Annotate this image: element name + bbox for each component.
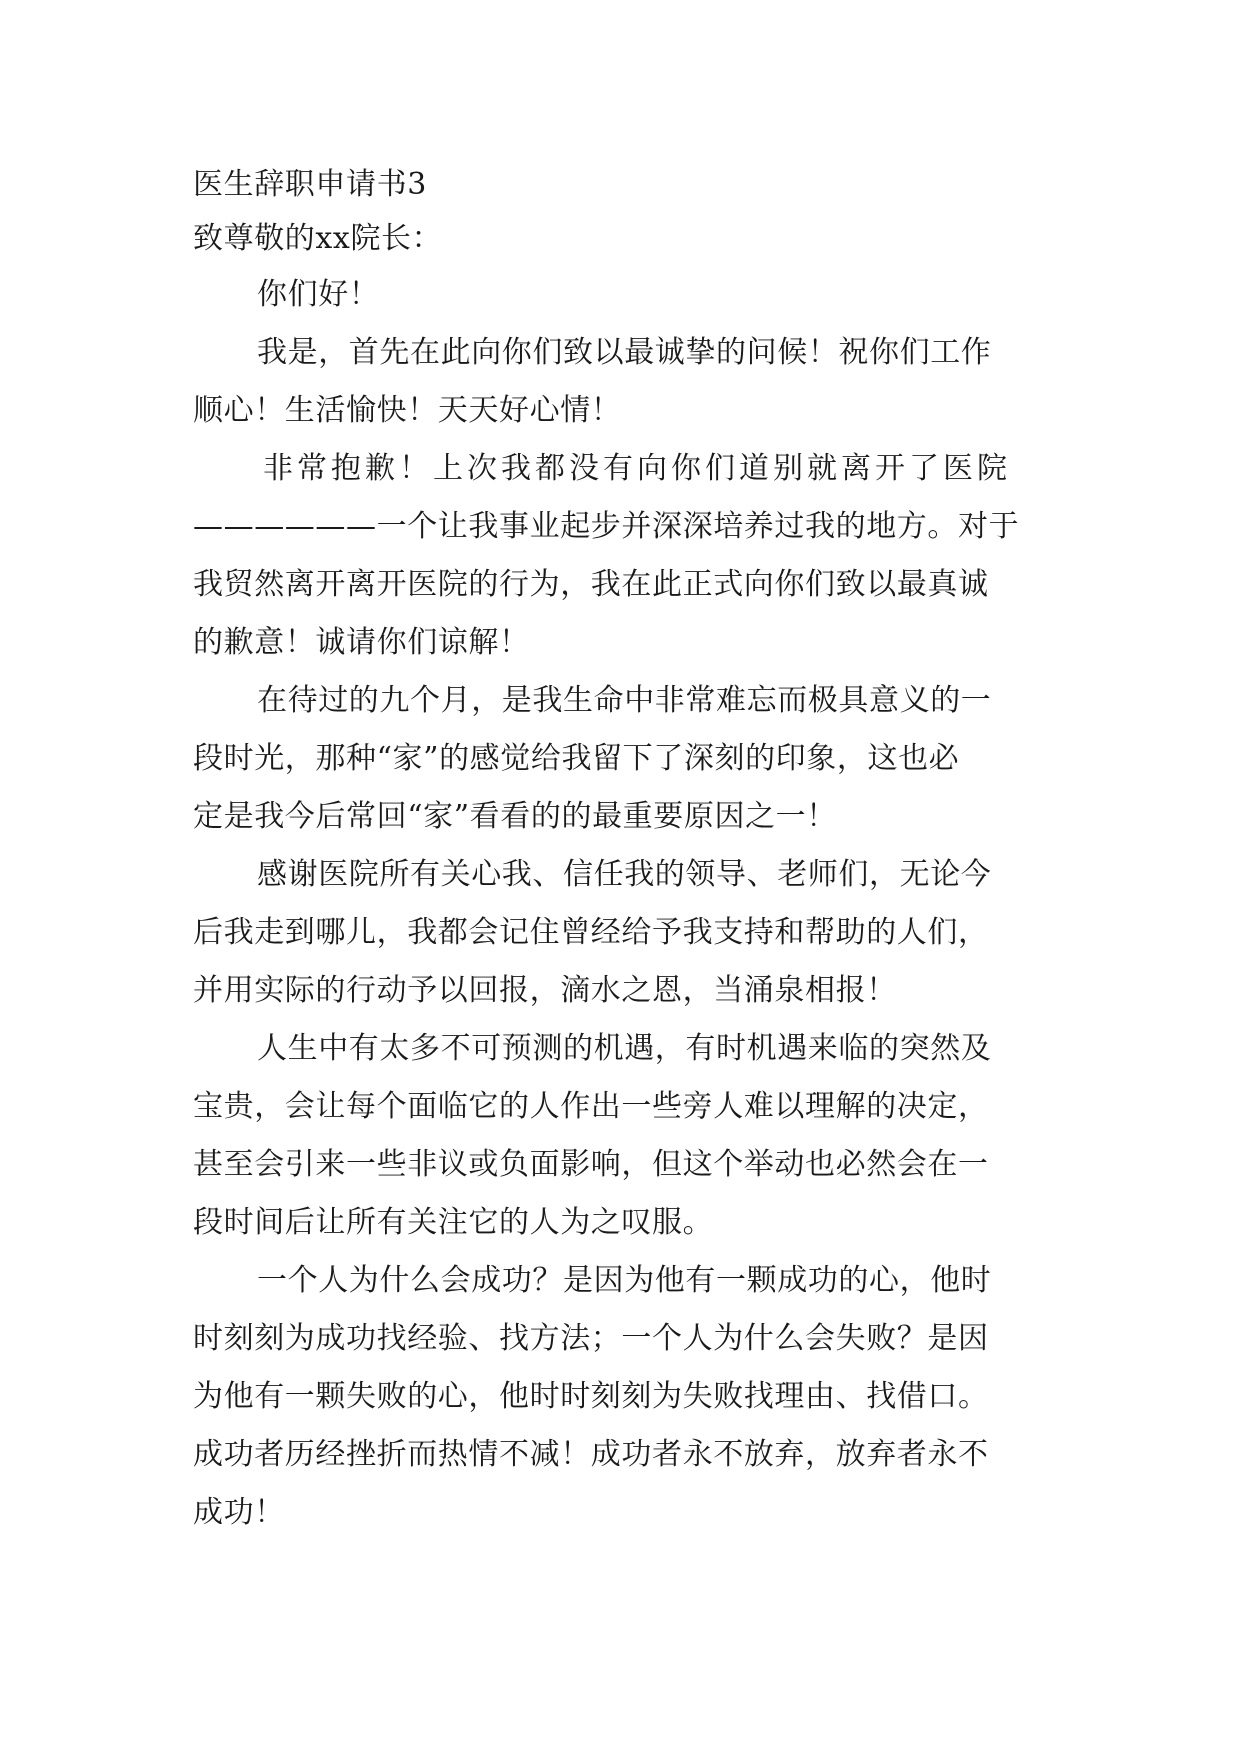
paragraph-line: 段时光，那种“家”的感觉给我留下了深刻的印象，这也必 — [193, 741, 960, 776]
paragraph-line: 我是，首先在此向你们致以最诚挚的问候！祝你们工作 — [257, 335, 992, 370]
document-title: 医生辞职申请书3 — [193, 167, 427, 202]
paragraph-line: 人生中有太多不可预测的机遇，有时机遇来临的突然及 — [257, 1031, 992, 1066]
paragraph-line: 顺心！生活愉快！天天好心情！ — [193, 393, 622, 428]
paragraph-line: 并用实际的行动予以回报，滴水之恩，当涌泉相报！ — [193, 973, 897, 1008]
paragraph-line: 甚至会引来一些非议或负面影响，但这个举动也必然会在一 — [193, 1147, 989, 1182]
paragraph-line: 段时间后让所有关注它的人为之叹服。 — [193, 1205, 714, 1240]
paragraph-line: 成功者历经挫折而热情不减！成功者永不放弃，放弃者永不 — [193, 1437, 989, 1472]
paragraph-line: 一个人为什么会成功？是因为他有一颗成功的心，他时 — [257, 1263, 992, 1298]
paragraph-line: 在待过的九个月，是我生命中非常难忘而极具意义的一 — [257, 683, 992, 718]
paragraph-line: 宝贵，会让每个面临它的人作出一些旁人难以理解的决定， — [193, 1089, 989, 1124]
greeting-line: 你们好！ — [257, 277, 380, 312]
paragraph-line: 定是我今后常回“家”看看的的最重要原因之一！ — [193, 799, 837, 834]
salutation: 致尊敬的xx院长： — [193, 221, 443, 256]
paragraph-line: 为他有一颗失败的心，他时时刻刻为失败找理由、找借口。 — [193, 1379, 989, 1414]
paragraph-line: 时刻刻为成功找经验、找方法；一个人为什么会失败？是因 — [193, 1321, 989, 1356]
document-body — [193, 158, 1053, 1542]
paragraph-line: ——————一个让我事业起步并深深培养过我的地方。对于 — [193, 509, 1020, 544]
paragraph-line: 感谢医院所有关心我、信任我的领导、老师们，无论今 — [257, 857, 992, 892]
paragraph-line: 后我走到哪儿，我都会记住曾经给予我支持和帮助的人们， — [193, 915, 989, 950]
paragraph-line: 我贸然离开离开医院的行为，我在此正式向你们致以最真诚 — [193, 567, 989, 602]
paragraph-line: 的歉意！诚请你们谅解！ — [193, 625, 530, 660]
paragraph-line: 成功！ — [193, 1495, 285, 1530]
paragraph-line: 非常抱歉！上次我都没有向你们道别就离开了医院 — [263, 451, 1011, 486]
